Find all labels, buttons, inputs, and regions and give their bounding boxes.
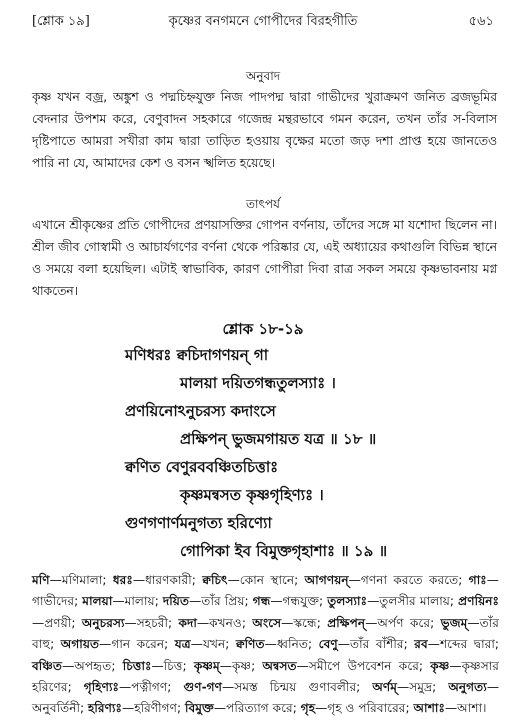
synonym-meaning: —যখন; xyxy=(190,637,236,652)
synonym-word: গাঃ xyxy=(468,573,487,587)
synonym-meaning: —চিত্ত; xyxy=(151,658,194,673)
synonym-meaning: —শব্দের দ্বারা; xyxy=(427,637,499,652)
synonym-word: বিমুক্ত xyxy=(184,701,214,716)
synonym-word: আশাঃ xyxy=(413,701,445,716)
word-for-word-synonyms xyxy=(32,570,499,720)
synonym-word: ভুজম্ xyxy=(440,615,468,630)
synonym-meaning: —স্কন্ধে; xyxy=(281,615,328,630)
verse-line: প্রক্ষিপন্ ভুজমগায়ত যত্র ॥ ১৮ ॥ xyxy=(180,430,377,448)
purport-text: এখানে শ্রীকৃষ্ণের প্রতি গোপীদের প্রণয়াসক্তির গোপন বর্ণনায়, তাঁদের সঙ্গে মা যশোদা ছিলেন না। শ্রীল জীব গোস্বামী ও আচার্যগণের বর্ণনা থেকে পরিষ্কার যে, এই অধ্যায়ের কথাগুলি বিভিন্ন স্থানে ও সময়ে বলা হয়েছিল। এটাই স্বাভাবিক, কারণ গোপীরা দিবা রাত্র সকল সময়ে কৃষ্ণভাবনায় মগ্ন থাকতেন। xyxy=(32,218,497,298)
synonym-meaning: —কখনও; xyxy=(196,615,253,630)
synonym-meaning: —তুলসীর মালায়; xyxy=(367,594,459,609)
verse-line: প্রণয়িনোঽনুচরস্য কদাংসে xyxy=(125,402,276,420)
synonym-word: কৃষ্ণ xyxy=(430,658,450,673)
synonym-word: অর্ণম্ xyxy=(372,680,398,695)
synonym-word: মালয়া xyxy=(82,594,113,609)
synonym-word: অন্বসত xyxy=(262,658,297,673)
synonym-meaning: —তাঁর বাঁশীর; xyxy=(337,637,415,652)
synonym-word: তুলস্যাঃ xyxy=(327,594,368,609)
synonym-meaning: —হরিণীগণ; xyxy=(122,701,185,716)
synonym-word: অনুগত্য xyxy=(448,680,487,695)
synonym-word: অংসে xyxy=(252,615,282,630)
verse-title: শ্লোক ১৮-১৯ xyxy=(222,320,304,338)
synonym-word: ক্বণিত xyxy=(235,637,265,652)
synonym-word: মণি xyxy=(32,573,50,587)
synonym-word: বঞ্চিত xyxy=(32,658,63,673)
verse-line: ক্বণিত বেণুরববঞ্চিতচিত্তাঃ xyxy=(125,458,279,476)
synonym-word: প্রক্ষিপন্ xyxy=(327,615,366,630)
verse-line: মণিধরঃ ক্বচিদাগণয়ন্ গা xyxy=(125,346,269,364)
synonym-word: রব xyxy=(414,637,428,652)
synonym-meaning: —পরিত্যাগ করে; xyxy=(213,701,301,716)
synonym-meaning: —তাঁর প্রিয়; xyxy=(189,594,253,609)
synonym-meaning: —গাভীদের; xyxy=(32,573,499,609)
synonym-word: অগায়ত xyxy=(60,637,100,652)
synonym-word: দয়িত xyxy=(162,594,190,609)
synonym-word: কৃষ্ণম্ xyxy=(193,658,220,673)
synonym-word: অনুচরস্য xyxy=(81,615,125,630)
synonym-meaning: —সমস্ত চিন্ময় গুণাবলীর; xyxy=(222,680,373,695)
synonym-meaning: —গৃহ ও পরিবারের; xyxy=(315,701,414,716)
verse-line: গোপিকা ইব বিমুক্তগৃহাশাঃ ॥ ১৯ ॥ xyxy=(180,542,388,560)
verse-line: মালয়া দয়িতগন্ধতুলস্যাঃ । xyxy=(180,374,336,392)
synonym-word: হরিণ্যঃ xyxy=(88,701,122,716)
synonym-meaning: —পত্নীগণ; xyxy=(119,680,184,695)
synonym-word: আগণয়ন্ xyxy=(304,573,349,587)
synonym-meaning: —কৃষ্ণ; xyxy=(219,658,263,673)
synonym-word: গৃহ xyxy=(300,701,316,716)
synonym-meaning: —সমুদ্র; xyxy=(397,680,449,695)
synonym-word: গন্ধ xyxy=(252,594,271,609)
synonym-meaning: —অপহৃত; xyxy=(62,658,123,673)
translation-heading: অনুবাদ xyxy=(245,69,281,83)
synonym-word: চিত্তাঃ xyxy=(122,658,152,673)
running-header xyxy=(32,10,494,32)
synonym-meaning: —সহচরী; xyxy=(124,615,179,630)
synonym-meaning: —কোন স্থানে; xyxy=(227,573,305,587)
synonym-word: প্রণয়িনঃ xyxy=(458,594,500,609)
synonym-meaning: —গান করেন; xyxy=(99,637,175,652)
synonym-meaning: —আশা। xyxy=(444,701,487,716)
synonym-meaning: —ধারণকারী; xyxy=(132,573,203,587)
synonym-meaning: —প্রণয়ী; xyxy=(32,615,82,630)
synonym-meaning: —তাঁর বাহু; xyxy=(32,615,499,652)
synonym-meaning: —অর্পণ করে; xyxy=(365,615,441,630)
synonym-meaning: —সমীপে উপবেশন করে; xyxy=(296,658,431,673)
synonym-word: গৃহিণ্যঃ xyxy=(83,680,120,695)
synonym-meaning: —গন্ধযুক্ত; xyxy=(270,594,328,609)
synonym-meaning: —অনুবর্তিনী; xyxy=(32,680,499,716)
purport-heading: তাৎপর্য xyxy=(246,197,280,211)
synonym-word: ধরঃ xyxy=(112,573,133,587)
verse-line: কৃষ্ণমন্বসত কৃষ্ণগৃহিণ্যঃ । xyxy=(180,486,324,504)
synonym-meaning: —কৃষ্ণসার হরিণের; xyxy=(32,658,500,695)
header-chapter-title: কৃষ্ণের বনগমনে গোপীদের বিরহগীতি xyxy=(168,14,358,29)
synonym-word: কদা xyxy=(178,615,197,630)
synonym-word: ক্বচিৎ xyxy=(202,573,228,587)
synonym-meaning: —ধ্বনিত; xyxy=(264,637,319,652)
page-number: ৫৬১ xyxy=(468,14,494,29)
translation-text: কৃষ্ণ যখন বজ্র, অঙ্কুশ ও পদ্মচিহ্নযুক্ত নিজ পাদপদ্ম দ্বারা গাভীদের খুরাক্রমণ জনিত ব্রজভূমির বেদনার উপশম করে, বেণুবাদন সহকারে গজেন্দ্র মন্থরভাবে গমন করেন, তখন তাঁর স-বিলাস দৃষ্টিপাতে আমরা সখীরা কাম দ্বারা তাড়িত হওয়ায় বৃক্ষের মতো জড় দশা প্রাপ্ত হয়ে জানতেও পারি না যে, আমাদের কেশ ও বসন স্খলিত হয়েছে। xyxy=(32,90,497,170)
synonym-word: গুণ-গণ xyxy=(183,680,223,695)
synonym-meaning: —মণিমালা; xyxy=(49,573,113,587)
synonym-word: যত্র xyxy=(174,637,191,652)
synonym-word: বেণু xyxy=(318,637,338,652)
synonym-meaning: —মালায়; xyxy=(112,594,163,609)
verse-line: গুণগণার্ণমনুগত্য হরিণ্যো xyxy=(125,514,272,532)
header-verse-ref: [শ্লোক ১৯] xyxy=(32,14,90,29)
synonym-meaning: —গণনা করতে করতে; xyxy=(348,573,469,587)
